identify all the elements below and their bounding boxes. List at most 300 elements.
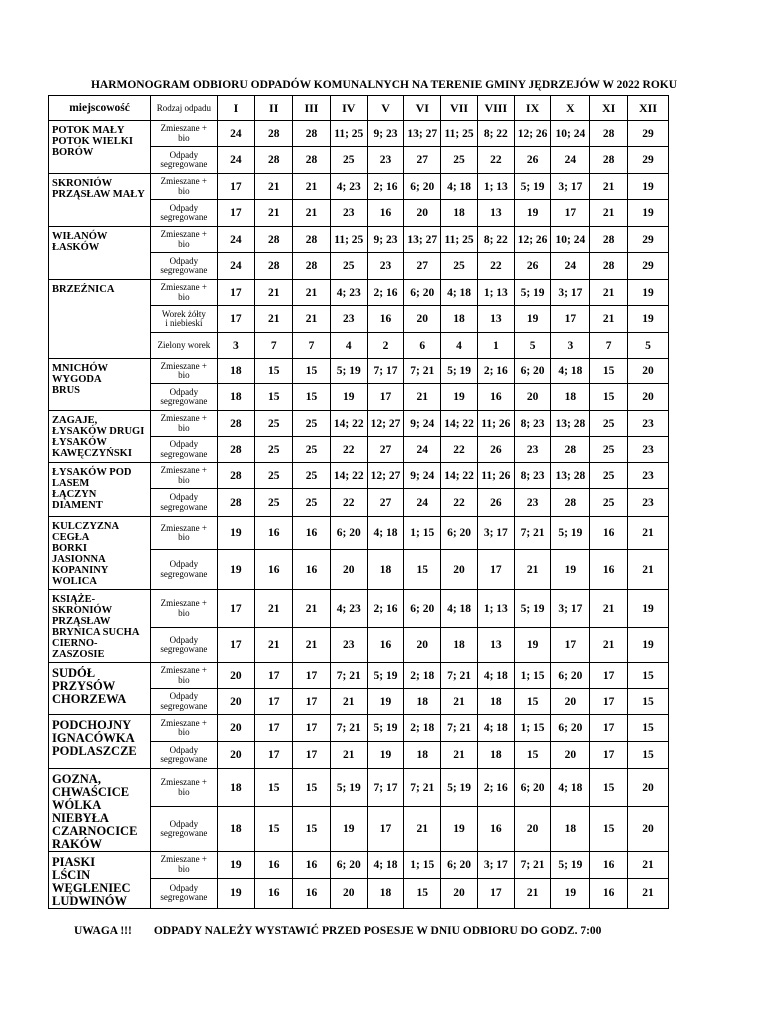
table-row <box>49 463 669 489</box>
waste-type-cell: Zmieszane + bio <box>151 769 217 807</box>
date-cell: 2; 16 <box>367 280 404 306</box>
date-cell: 25 <box>441 147 478 174</box>
date-cell: 16 <box>367 306 404 333</box>
date-cell: 24 <box>217 253 255 280</box>
date-cell: 19 <box>551 550 590 590</box>
date-cell: 25 <box>255 411 293 437</box>
date-cell: 20 <box>217 663 255 689</box>
date-cell: 14; 22 <box>330 411 367 437</box>
date-cell: 5; 19 <box>330 359 367 384</box>
date-cell: 17 <box>551 200 590 227</box>
date-cell: 14; 22 <box>330 463 367 489</box>
date-cell: 19 <box>514 306 551 333</box>
date-cell: 29 <box>628 121 669 147</box>
date-cell: 26 <box>514 147 551 174</box>
date-cell: 7; 21 <box>330 663 367 689</box>
date-cell: 3; 17 <box>551 590 590 628</box>
date-cell: 24 <box>404 489 441 517</box>
date-cell: 28 <box>590 121 628 147</box>
date-cell: 11; 25 <box>330 227 367 253</box>
date-cell: 26 <box>477 437 514 463</box>
date-cell: 18 <box>441 306 478 333</box>
date-cell: 16 <box>477 384 514 411</box>
date-cell: 22 <box>477 253 514 280</box>
date-cell: 12; 27 <box>367 463 404 489</box>
footer-note <box>74 925 601 937</box>
date-cell: 21 <box>514 550 551 590</box>
date-cell: 24 <box>404 437 441 463</box>
waste-type-cell: Zielony worek <box>151 333 217 359</box>
date-cell: 23 <box>330 306 367 333</box>
date-cell: 16 <box>255 852 293 879</box>
date-cell: 28 <box>590 227 628 253</box>
date-cell: 20 <box>551 689 590 715</box>
date-cell: 18 <box>477 689 514 715</box>
date-cell: 7; 21 <box>404 359 441 384</box>
date-cell: 26 <box>477 489 514 517</box>
date-cell: 16 <box>590 852 628 879</box>
location-cell: PODCHOJNY IGNACÓWKA PODLASZCZE <box>49 715 151 769</box>
month-header: IV <box>330 96 367 121</box>
date-cell: 28 <box>217 437 255 463</box>
date-cell: 21 <box>255 306 293 333</box>
date-cell: 2 <box>367 333 404 359</box>
date-cell: 5 <box>628 333 669 359</box>
date-cell: 3 <box>217 333 255 359</box>
month-header: IX <box>514 96 551 121</box>
date-cell: 28 <box>551 489 590 517</box>
date-cell: 15 <box>628 715 669 742</box>
date-cell: 18 <box>217 384 255 411</box>
date-cell: 27 <box>367 489 404 517</box>
date-cell: 29 <box>628 147 669 174</box>
date-cell: 18 <box>367 878 404 908</box>
date-cell: 17 <box>590 663 628 689</box>
date-cell: 16 <box>255 878 293 908</box>
month-header: II <box>255 96 293 121</box>
date-cell: 25 <box>590 437 628 463</box>
date-cell: 25 <box>293 437 331 463</box>
waste-type-cell: Zmieszane + bio <box>151 663 217 689</box>
date-cell: 17 <box>255 742 293 769</box>
date-cell: 23 <box>367 253 404 280</box>
date-cell: 7; 21 <box>441 663 478 689</box>
date-cell: 6; 20 <box>404 590 441 628</box>
date-cell: 12; 26 <box>514 121 551 147</box>
date-cell: 15 <box>590 359 628 384</box>
month-header: VIII <box>477 96 514 121</box>
location-cell: GOZNA, CHWAŚCICE WÓLKA NIEBYŁA CZARNOCICE RAKÓW <box>49 769 151 852</box>
date-cell: 25 <box>330 147 367 174</box>
waste-type-cell: Zmieszane + bio <box>151 715 217 742</box>
date-cell: 5; 19 <box>367 715 404 742</box>
date-cell: 21 <box>628 878 669 908</box>
date-cell: 17 <box>293 689 331 715</box>
table-row <box>49 517 669 550</box>
date-cell: 21 <box>404 807 441 852</box>
date-cell: 15 <box>628 663 669 689</box>
date-cell: 25 <box>441 253 478 280</box>
date-cell: 17 <box>367 807 404 852</box>
date-cell: 28 <box>217 463 255 489</box>
date-cell: 21 <box>255 628 293 663</box>
date-cell: 5; 19 <box>551 852 590 879</box>
date-cell: 28 <box>293 121 331 147</box>
date-cell: 1; 13 <box>477 174 514 200</box>
date-cell: 20 <box>217 742 255 769</box>
date-cell: 17 <box>217 628 255 663</box>
date-cell: 28 <box>293 227 331 253</box>
date-cell: 23 <box>330 628 367 663</box>
date-cell: 17 <box>217 280 255 306</box>
date-cell: 12; 27 <box>367 411 404 437</box>
date-cell: 19 <box>330 807 367 852</box>
month-header: V <box>367 96 404 121</box>
date-cell: 19 <box>628 174 669 200</box>
date-cell: 18 <box>367 550 404 590</box>
location-cell: SKRONIÓW PRZĄSŁAW MAŁY <box>49 174 151 227</box>
date-cell: 20 <box>514 807 551 852</box>
table-row <box>49 174 669 200</box>
location-cell: WIŁANÓW ŁASKÓW <box>49 227 151 280</box>
date-cell: 15 <box>404 550 441 590</box>
date-cell: 3 <box>551 333 590 359</box>
waste-type-cell: Zmieszane + bio <box>151 517 217 550</box>
date-cell: 21 <box>628 852 669 879</box>
date-cell: 28 <box>255 147 293 174</box>
date-cell: 11; 26 <box>477 411 514 437</box>
table-row <box>49 663 669 689</box>
date-cell: 7; 21 <box>514 517 551 550</box>
waste-type-cell: Odpady segregowane <box>151 689 217 715</box>
date-cell: 27 <box>367 437 404 463</box>
date-cell: 18 <box>551 807 590 852</box>
date-cell: 28 <box>590 147 628 174</box>
date-cell: 15 <box>255 807 293 852</box>
date-cell: 7 <box>590 333 628 359</box>
date-cell: 16 <box>293 878 331 908</box>
date-cell: 23 <box>367 147 404 174</box>
date-cell: 28 <box>293 253 331 280</box>
date-cell: 17 <box>217 306 255 333</box>
date-cell: 29 <box>628 227 669 253</box>
waste-type-cell: Zmieszane + bio <box>151 359 217 384</box>
date-cell: 1 <box>477 333 514 359</box>
date-cell: 21 <box>590 590 628 628</box>
table-row <box>49 852 669 879</box>
date-cell: 4; 18 <box>367 852 404 879</box>
date-cell: 11; 25 <box>330 121 367 147</box>
date-cell: 2; 18 <box>404 715 441 742</box>
date-cell: 17 <box>590 742 628 769</box>
date-cell: 20 <box>404 628 441 663</box>
date-cell: 18 <box>477 742 514 769</box>
month-header: I <box>217 96 255 121</box>
date-cell: 7 <box>255 333 293 359</box>
date-cell: 19 <box>514 628 551 663</box>
date-cell: 23 <box>628 489 669 517</box>
date-cell: 20 <box>628 807 669 852</box>
date-cell: 1; 13 <box>477 280 514 306</box>
date-cell: 17 <box>217 174 255 200</box>
waste-type-cell: Zmieszane + bio <box>151 227 217 253</box>
date-cell: 17 <box>255 715 293 742</box>
date-cell: 21 <box>255 590 293 628</box>
date-cell: 6 <box>404 333 441 359</box>
date-cell: 28 <box>293 147 331 174</box>
date-cell: 19 <box>217 550 255 590</box>
date-cell: 15 <box>255 359 293 384</box>
date-cell: 16 <box>293 852 331 879</box>
waste-type-cell: Odpady segregowane <box>151 384 217 411</box>
waste-type-cell: Odpady segregowane <box>151 253 217 280</box>
date-cell: 20 <box>404 200 441 227</box>
table-row <box>49 227 669 253</box>
date-cell: 17 <box>217 200 255 227</box>
date-cell: 6; 20 <box>514 769 551 807</box>
waste-type-cell: Zmieszane + bio <box>151 463 217 489</box>
date-cell: 16 <box>293 517 331 550</box>
table-row <box>49 359 669 384</box>
date-cell: 22 <box>330 437 367 463</box>
location-cell: ŁYSAKÓW POD LASEM ŁĄCZYN DIAMENT <box>49 463 151 517</box>
waste-type-cell: Zmieszane + bio <box>151 280 217 306</box>
date-cell: 28 <box>590 253 628 280</box>
date-cell: 21 <box>293 628 331 663</box>
location-cell: KULCZYZNA CEGŁA BORKI JASIONNA KOPANINY WOLICA <box>49 517 151 590</box>
date-cell: 6; 20 <box>441 517 478 550</box>
date-cell: 14; 22 <box>441 463 478 489</box>
date-cell: 14; 22 <box>441 411 478 437</box>
date-cell: 17 <box>255 689 293 715</box>
date-cell: 16 <box>255 550 293 590</box>
date-cell: 17 <box>293 715 331 742</box>
date-cell: 4 <box>330 333 367 359</box>
date-cell: 19 <box>628 306 669 333</box>
date-cell: 18 <box>551 384 590 411</box>
date-cell: 21 <box>590 628 628 663</box>
date-cell: 15 <box>293 807 331 852</box>
location-cell: ZAGAJE, ŁYSAKÓW DRUGI ŁYSAKÓW KAWĘCZYŃSKI <box>49 411 151 463</box>
date-cell: 4; 23 <box>330 280 367 306</box>
document-title: HARMONOGRAM ODBIORU ODPADÓW KOMUNALNYCH NA TERENIE GMINY JĘDRZEJÓW W 2022 ROKU <box>90 79 678 91</box>
date-cell: 3; 17 <box>551 280 590 306</box>
date-cell: 6; 20 <box>404 174 441 200</box>
date-cell: 20 <box>628 384 669 411</box>
date-cell: 28 <box>255 121 293 147</box>
date-cell: 19 <box>217 852 255 879</box>
date-cell: 19 <box>217 878 255 908</box>
date-cell: 7; 21 <box>514 852 551 879</box>
table-row <box>49 715 669 742</box>
date-cell: 23 <box>514 437 551 463</box>
date-cell: 4; 23 <box>330 590 367 628</box>
date-cell: 17 <box>367 384 404 411</box>
date-cell: 4; 18 <box>441 590 478 628</box>
date-cell: 19 <box>628 590 669 628</box>
date-cell: 5; 19 <box>441 769 478 807</box>
waste-type-cell: Odpady segregowane <box>151 489 217 517</box>
date-cell: 4; 18 <box>477 715 514 742</box>
date-cell: 25 <box>255 489 293 517</box>
date-cell: 1; 15 <box>404 852 441 879</box>
date-cell: 1; 13 <box>477 590 514 628</box>
month-header: VII <box>441 96 478 121</box>
date-cell: 1; 15 <box>514 663 551 689</box>
date-cell: 17 <box>551 628 590 663</box>
date-cell: 5; 19 <box>330 769 367 807</box>
waste-type-cell: Odpady segregowane <box>151 200 217 227</box>
date-cell: 12; 26 <box>514 227 551 253</box>
date-cell: 19 <box>441 384 478 411</box>
waste-type-cell: Odpady segregowane <box>151 628 217 663</box>
date-cell: 4; 23 <box>330 174 367 200</box>
date-cell: 24 <box>217 147 255 174</box>
date-cell: 9; 23 <box>367 121 404 147</box>
date-cell: 25 <box>293 411 331 437</box>
date-cell: 19 <box>217 517 255 550</box>
date-cell: 22 <box>441 489 478 517</box>
date-cell: 23 <box>514 489 551 517</box>
waste-type-cell: Odpady segregowane <box>151 807 217 852</box>
month-header: XI <box>590 96 628 121</box>
location-cell: KSIĄŻE- SKRONIÓW PRZĄSŁAW BRYNICA SUCHA CIERNO- ZASZOSIE <box>49 590 151 663</box>
date-cell: 28 <box>217 411 255 437</box>
date-cell: 23 <box>330 200 367 227</box>
waste-type-header: Rodzaj odpadu <box>151 96 217 121</box>
date-cell: 13 <box>477 628 514 663</box>
date-cell: 11; 26 <box>477 463 514 489</box>
date-cell: 21 <box>255 280 293 306</box>
waste-type-cell: Zmieszane + bio <box>151 121 217 147</box>
date-cell: 2; 16 <box>367 590 404 628</box>
date-cell: 22 <box>441 437 478 463</box>
date-cell: 9; 24 <box>404 463 441 489</box>
date-cell: 18 <box>441 628 478 663</box>
date-cell: 16 <box>590 517 628 550</box>
waste-type-cell: Odpady segregowane <box>151 742 217 769</box>
date-cell: 2; 18 <box>404 663 441 689</box>
date-cell: 28 <box>217 489 255 517</box>
date-cell: 15 <box>404 878 441 908</box>
location-cell: MNICHÓW WYGODA BRUS <box>49 359 151 411</box>
date-cell: 20 <box>551 742 590 769</box>
date-cell: 7; 21 <box>330 715 367 742</box>
date-cell: 20 <box>441 550 478 590</box>
date-cell: 18 <box>217 807 255 852</box>
date-cell: 27 <box>404 253 441 280</box>
waste-type-cell: Zmieszane + bio <box>151 590 217 628</box>
date-cell: 8; 23 <box>514 463 551 489</box>
date-cell: 22 <box>477 147 514 174</box>
date-cell: 17 <box>255 663 293 689</box>
date-cell: 15 <box>590 384 628 411</box>
date-cell: 2; 16 <box>477 769 514 807</box>
date-cell: 24 <box>217 121 255 147</box>
location-cell: SUDÓŁ PRZYSÓW CHORZEWA <box>49 663 151 715</box>
date-cell: 21 <box>590 280 628 306</box>
date-cell: 20 <box>330 878 367 908</box>
date-cell: 17 <box>217 590 255 628</box>
date-cell: 17 <box>590 689 628 715</box>
date-cell: 19 <box>628 280 669 306</box>
date-cell: 8; 22 <box>477 121 514 147</box>
date-cell: 8; 22 <box>477 227 514 253</box>
waste-type-cell: Zmieszane + bio <box>151 852 217 879</box>
date-cell: 18 <box>441 200 478 227</box>
date-cell: 15 <box>255 769 293 807</box>
date-cell: 23 <box>628 411 669 437</box>
date-cell: 27 <box>404 147 441 174</box>
date-cell: 23 <box>628 437 669 463</box>
date-cell: 21 <box>330 689 367 715</box>
date-cell: 21 <box>628 550 669 590</box>
date-cell: 19 <box>441 807 478 852</box>
month-header: X <box>551 96 590 121</box>
date-cell: 3; 17 <box>477 852 514 879</box>
date-cell: 16 <box>590 550 628 590</box>
date-cell: 13; 28 <box>551 411 590 437</box>
date-cell: 7; 21 <box>441 715 478 742</box>
date-cell: 20 <box>330 550 367 590</box>
date-cell: 11; 25 <box>441 227 478 253</box>
date-cell: 9; 23 <box>367 227 404 253</box>
date-cell: 20 <box>404 306 441 333</box>
date-cell: 25 <box>590 463 628 489</box>
date-cell: 6; 20 <box>551 715 590 742</box>
date-cell: 6; 20 <box>441 852 478 879</box>
date-cell: 24 <box>551 147 590 174</box>
date-cell: 16 <box>367 200 404 227</box>
date-cell: 21 <box>293 280 331 306</box>
table-row <box>49 590 669 628</box>
collection-schedule-table <box>48 95 669 909</box>
date-cell: 15 <box>255 384 293 411</box>
date-cell: 20 <box>514 384 551 411</box>
date-cell: 13; 27 <box>404 121 441 147</box>
location-cell: POTOK MAŁY POTOK WIELKI BORÓW <box>49 121 151 174</box>
waste-type-cell: Worek żółty i niebieski <box>151 306 217 333</box>
date-cell: 16 <box>367 628 404 663</box>
date-cell: 6; 20 <box>330 852 367 879</box>
date-cell: 18 <box>217 359 255 384</box>
date-cell: 8; 23 <box>514 411 551 437</box>
date-cell: 21 <box>514 878 551 908</box>
date-cell: 21 <box>441 742 478 769</box>
date-cell: 13; 28 <box>551 463 590 489</box>
date-cell: 19 <box>367 742 404 769</box>
date-cell: 19 <box>514 200 551 227</box>
date-cell: 25 <box>590 411 628 437</box>
date-cell: 20 <box>217 689 255 715</box>
date-cell: 26 <box>514 253 551 280</box>
date-cell: 4; 18 <box>551 769 590 807</box>
date-cell: 21 <box>293 200 331 227</box>
date-cell: 11; 25 <box>441 121 478 147</box>
date-cell: 13 <box>477 306 514 333</box>
date-cell: 22 <box>330 489 367 517</box>
date-cell: 21 <box>293 174 331 200</box>
date-cell: 1; 15 <box>404 517 441 550</box>
date-cell: 21 <box>441 689 478 715</box>
date-cell: 17 <box>551 306 590 333</box>
date-cell: 6; 20 <box>514 359 551 384</box>
date-cell: 4; 18 <box>441 174 478 200</box>
date-cell: 15 <box>293 769 331 807</box>
date-cell: 7; 17 <box>367 769 404 807</box>
date-cell: 7; 17 <box>367 359 404 384</box>
date-cell: 16 <box>477 807 514 852</box>
